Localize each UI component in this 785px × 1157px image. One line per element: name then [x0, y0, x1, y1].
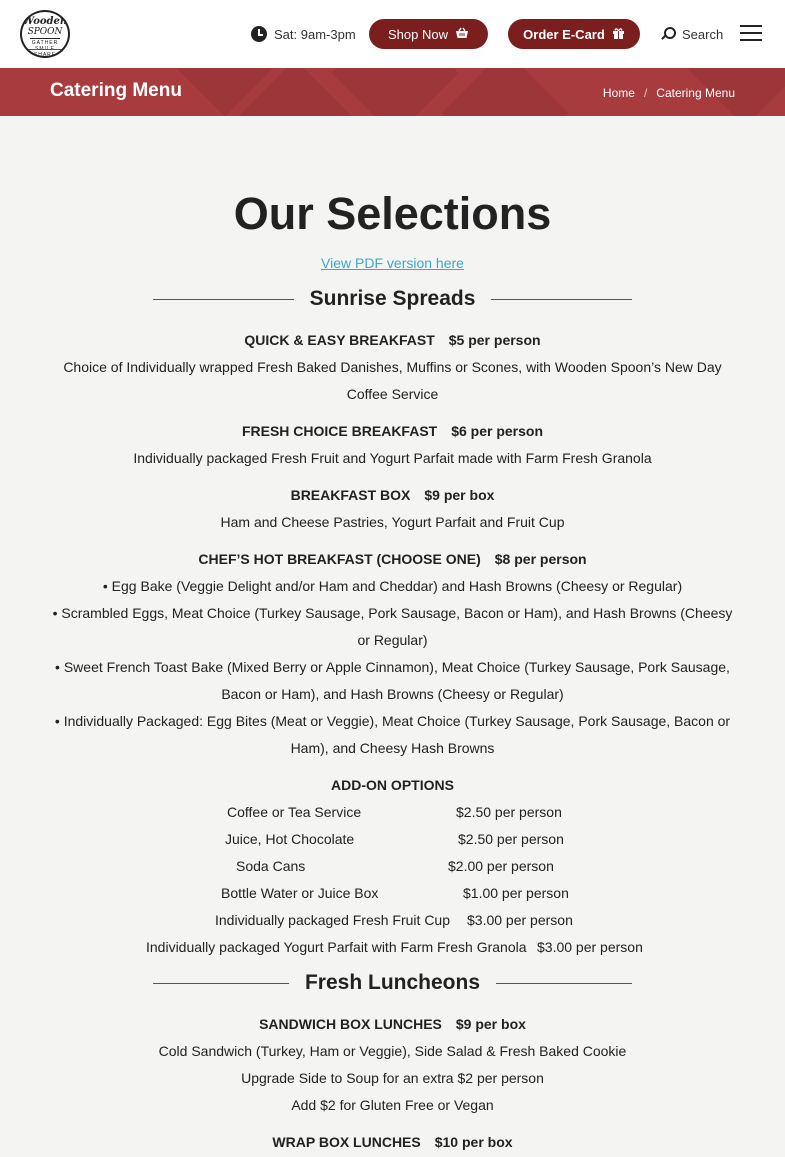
option-line: • Egg Bake (Veggie Delight and/or Ham and Cheddar) and Hash Browns (Cheesy or Regular) [102, 578, 683, 594]
search-trigger[interactable] [660, 25, 723, 43]
addons-title: ADD-ON OPTIONS [331, 777, 454, 793]
addon-price: $2.00 per person [448, 858, 554, 874]
search-label: Search [682, 26, 724, 42]
search-icon [660, 26, 676, 42]
breadcrumb: Home / Catering Menu [602, 86, 735, 100]
menu-icon[interactable] [740, 25, 762, 42]
content-heading: Our Selections [233, 188, 552, 239]
addon-name: Coffee or Tea Service [227, 804, 362, 820]
page-title-banner [0, 68, 785, 116]
item-description: Add $2 for Gluten Free or Vegan [291, 1097, 494, 1113]
order-ecard-button[interactable] [508, 19, 640, 49]
breadcrumb-home[interactable]: Home [602, 86, 635, 100]
addon-name: Juice, Hot Chocolate [225, 831, 355, 847]
shop-now-button[interactable] [369, 19, 488, 49]
item-description: Upgrade Side to Soup for an extra $2 per person [241, 1070, 544, 1086]
site-header [0, 0, 785, 68]
breadcrumb-current: Catering Menu [656, 86, 735, 100]
item-title: SANDWICH BOX LUNCHES $9 per box [259, 1016, 526, 1032]
addon-price: $3.00 per person [537, 939, 643, 955]
addon-price: $2.50 per person [458, 831, 564, 847]
shop-now-label: Shop Now [388, 26, 448, 42]
item-title: FRESH CHOICE BREAKFAST $6 per person [241, 423, 544, 439]
option-line: • Sweet French Toast Bake (Mixed Berry or Apple Cinnamon), Meat Choice (Turkey Sausage, Pork Sausage, Bacon or Ham), and Hash Browns (Cheesy or Regular) [55, 659, 730, 702]
addon-name: Individually packaged Fresh Fruit Cup [215, 912, 451, 928]
section-heading-sunrise: Sunrise Spreads [153, 287, 632, 311]
item-title: BREAKFAST BOX $9 per box [290, 487, 495, 503]
addon-name: Soda Cans [236, 858, 306, 874]
opening-hours [251, 25, 356, 43]
pdf-link[interactable]: View PDF version here [321, 255, 464, 271]
item-title: WRAP BOX LUNCHES $10 per box [272, 1134, 513, 1150]
item-title: QUICK & EASY BREAKFAST $5 per person [244, 332, 541, 348]
basket-icon [455, 27, 469, 42]
clock-icon [251, 26, 267, 42]
item-description: Ham and Cheese Pastries, Yogurt Parfait and Fruit Cup [220, 514, 565, 530]
addon-price: $3.00 per person [467, 912, 573, 928]
addon-price: $2.50 per person [456, 804, 562, 820]
wooden-spoon-logo[interactable]: Wooden SPOON GATHER SHARE [20, 10, 70, 58]
gift-icon [612, 27, 625, 42]
item-title: CHEF’S HOT BREAKFAST (CHOOSE ONE) $8 per person [198, 551, 587, 567]
addon-price: $1.00 per person [463, 885, 569, 901]
option-line: • Scrambled Eggs, Meat Choice (Turkey Sausage, Pork Sausage, Bacon or Ham), and Hash Browns (Cheesy or Regular) [52, 605, 733, 648]
order-ecard-label: Order E-Card [523, 26, 605, 42]
addon-name: Individually packaged Yogurt Parfait with Farm Fresh Granola [146, 939, 527, 955]
hours-text: Sat: 9am-3pm [274, 26, 356, 42]
item-description: Individually packaged Fresh Fruit and Yogurt Parfait made with Farm Fresh Granola [133, 450, 652, 466]
addon-name: Bottle Water or Juice Box [221, 885, 379, 901]
option-line: • Individually Packaged: Egg Bites (Meat or Veggie), Meat Choice (Turkey Sausage, Pork Sausage, Bacon or Ham), and Cheesy Hash Browns [54, 713, 731, 756]
page-title: Catering Menu [50, 80, 182, 101]
item-description: Choice of Individually wrapped Fresh Baked Danishes, Muffins or Scones, with Wooden Spoon’s New Day Coffee Service [63, 359, 722, 402]
section-heading-luncheons: Fresh Luncheons [153, 971, 632, 995]
item-description: Cold Sandwich (Turkey, Ham or Veggie), Side Salad & Fresh Baked Cookie [158, 1043, 627, 1059]
